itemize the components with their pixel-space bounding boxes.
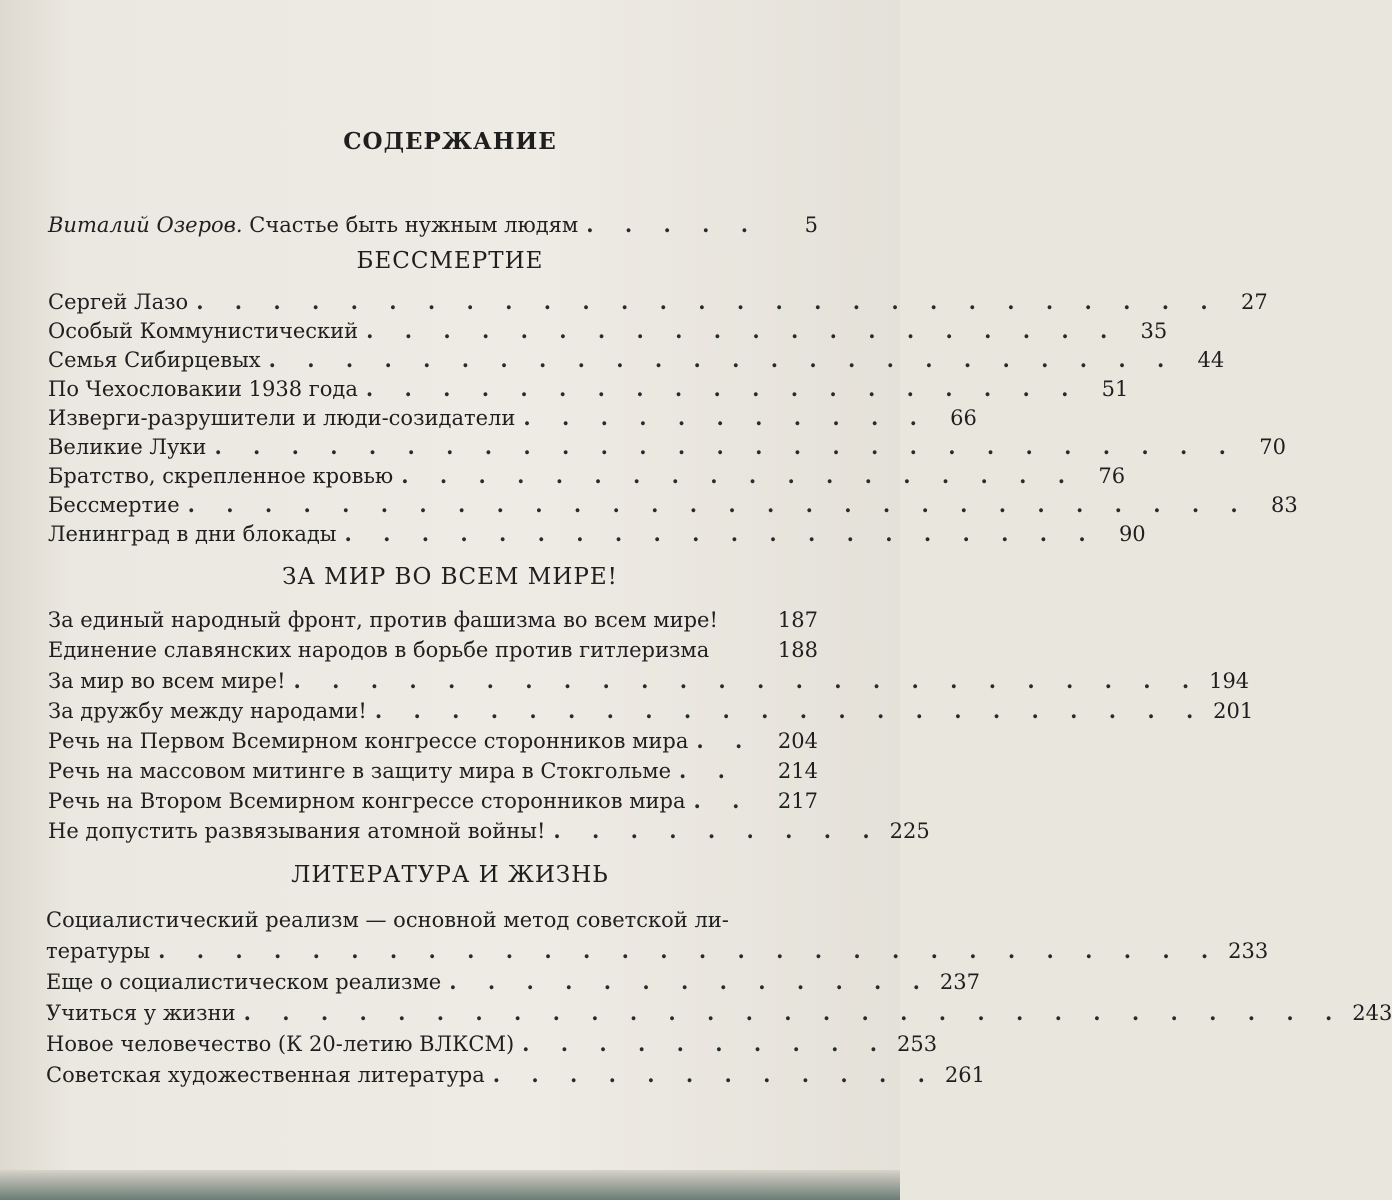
toc-entry: Особый Коммунистический . . . . . . . . . . . . . . . . . . . . 35: [48, 318, 1168, 343]
toc-entry: Братство, скрепленное кровью . . . . . . . . . . . . . . . . . . 76: [48, 463, 1126, 488]
toc-entry: Изверги-разрушители и люди-созидатели . . . . . . . . . . . 66: [48, 405, 977, 430]
section-heading-za-mir: ЗА МИР ВО ВСЕМ МИРЕ!: [282, 564, 618, 590]
intro-page: 5: [804, 213, 818, 237]
intro-author: Виталий Озеров.: [48, 213, 243, 237]
toc-entry: Еще о социалистическом реализме . . . . . . . . . . . . . 237: [46, 969, 980, 994]
toc-entry: Семья Сибирцевых . . . . . . . . . . . . . . . . . . . . . . . . 44: [48, 347, 1225, 372]
toc-entry: За дружбу между народами! . . . . . . . . . . . . . . . . . . . . . . 201: [48, 698, 1254, 723]
section-heading-bessmertie: БЕССМЕРТИЕ: [356, 248, 544, 274]
toc-entry: За единый народный фронт, против фашизма во всем мире! 187: [48, 608, 818, 632]
intro-title: Счастье быть нужным людям: [249, 213, 579, 237]
page-title: СОДЕРЖАНИЕ: [343, 128, 557, 155]
toc-entry: Великие Луки . . . . . . . . . . . . . . . . . . . . . . . . . . . 70: [48, 434, 1286, 459]
toc-entry: Новое человечество (К 20-летию ВЛКСМ) . . . . . . . . . . 253: [46, 1031, 938, 1056]
toc-entry: Единение славянских народов в борьбе против гитлеризма 188: [48, 638, 818, 662]
toc-entry: Речь на Втором Всемирном конгрессе сторонников мира . . 217: [48, 788, 818, 813]
leader-dots: . . . . .: [586, 212, 761, 237]
book-edge-shadow: [0, 1170, 900, 1200]
toc-entry: Речь на Первом Всемирном конгрессе сторонников мира . . 204: [48, 728, 818, 753]
toc-entry: Советская художественная литература . . . . . . . . . . . . 261: [46, 1062, 985, 1087]
toc-entry: Сергей Лазо . . . . . . . . . . . . . . . . . . . . . . . . . . . 27: [48, 289, 1268, 314]
toc-entry: Речь на массовом митинге в защиту мира в Стокгольме . . 214: [48, 758, 818, 783]
toc-entry: тературы . . . . . . . . . . . . . . . . . . . . . . . . . . . . 233: [46, 938, 1269, 963]
toc-entry: Ленинград в дни блокады . . . . . . . . . . . . . . . . . . . . 90: [48, 521, 1146, 546]
toc-entry: Бессмертие . . . . . . . . . . . . . . . . . . . . . . . . . . . . 83: [48, 492, 1298, 517]
toc-entry: Учиться у жизни . . . . . . . . . . . . . . . . . . . . . . . . . . . . . 243: [46, 1000, 1392, 1025]
toc-entry: Не допустить развязывания атомной войны! . . . . . . . . . 225: [48, 818, 930, 843]
section-heading-literatura: ЛИТЕРАТУРА И ЖИЗНЬ: [291, 862, 609, 888]
toc-entry: По Чехословакии 1938 года . . . . . . . . . . . . . . . . . . . 51: [48, 376, 1129, 401]
toc-intro-entry: [48, 212, 818, 242]
toc-entry-continued: Социалистический реализм — основной метод советской ли-: [46, 908, 729, 932]
toc-entry: За мир во всем мире! . . . . . . . . . . . . . . . . . . . . . . . . 194: [48, 668, 1250, 693]
